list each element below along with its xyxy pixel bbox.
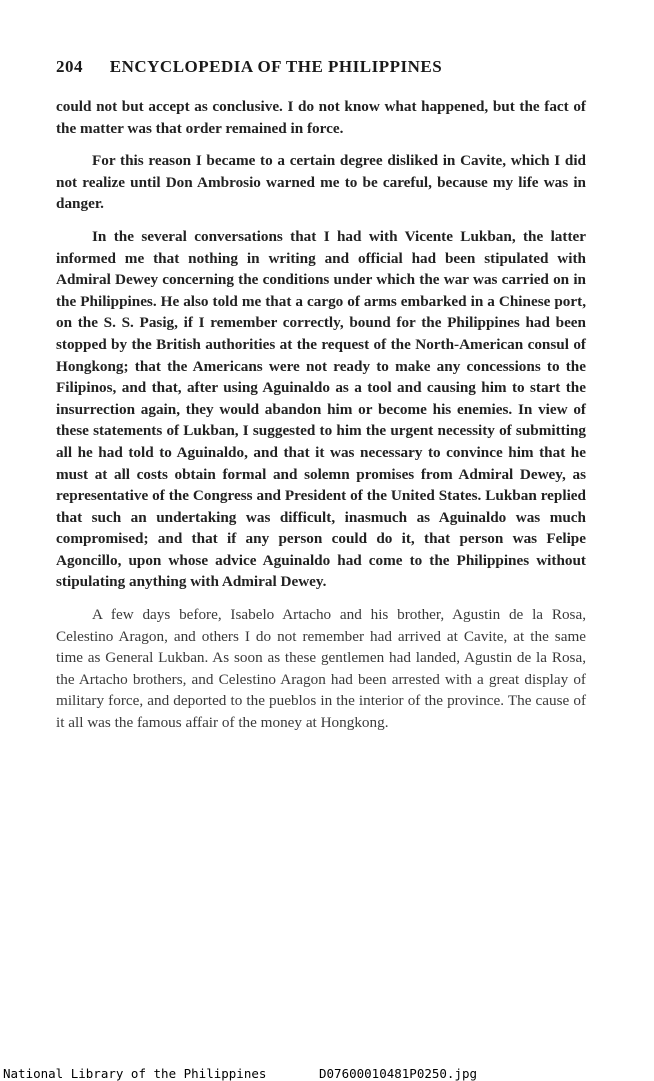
body-text: [56, 96, 586, 734]
page-number: 204: [56, 57, 83, 76]
paragraph: A few days before, Isabelo Artacho and his brother, Agustin de la Rosa, Celestino Aragon, and others I do not remember had arrived at Cavite, at the same time as General Lukban. As soon as these gentlemen had landed, Agustin de la Rosa, the Artacho brothers, and Celestino Aragon had been arrested with a great display of military force, and deported to the pueblos in the interior of the province. The cause of it all was the famous affair of the money at Hongkong.: [56, 606, 586, 732]
page-header: [56, 57, 596, 77]
running-title: ENCYCLOPEDIA OF THE PHILIPPINES: [109, 57, 443, 76]
file-name: D07600010481P0250.jpg: [319, 1066, 478, 1081]
library-credit: National Library of the Philippines: [3, 1066, 267, 1081]
paragraph: In the several conversations that I had with Vicente Lukban, the latter informed me that nothing in writing and official had been stipulated with Admiral Dewey concerning the conditions under which the war was carried on in the Philippines. He also told me that a cargo of arms embarked in a Chinese port, on the S. S. Pasig, if I remember correctly, bound for the Philippines had been stopped by the British authorities at the request of the North-American consul of Hongkong; that the Americans were not ready to make any concessions to the Filipinos, and that, after using Aguinaldo as a tool and causing him to start the insurrection again, they would abandon him or become his enemies. In view of these statements of Lukban, I suggested to him the urgent necessity of submitting all he had told to Aguinaldo, and that it was necessary to convince him that he must at all costs obtain formal and solemn promises from Admiral Dewey, as representative of the Congress and President of the United States. Lukban replied that such an undertaking was difficult, inasmuch as Aguinaldo was much compromised; and that if any person could do it, that person was Felipe Agoncillo, upon whose advice Aguinaldo had come to the Philippines without stipulating anything with Admiral Dewey.: [56, 227, 586, 591]
paragraph-continuation: could not but accept as conclusive. I do not know what happened, but the fact of the matter was that order remained in force.: [56, 98, 586, 137]
paragraph: For this reason I became to a certain degree disliked in Cavite, which I did not realize until Don Ambrosio warned me to be careful, because my life was in danger.: [56, 152, 586, 213]
